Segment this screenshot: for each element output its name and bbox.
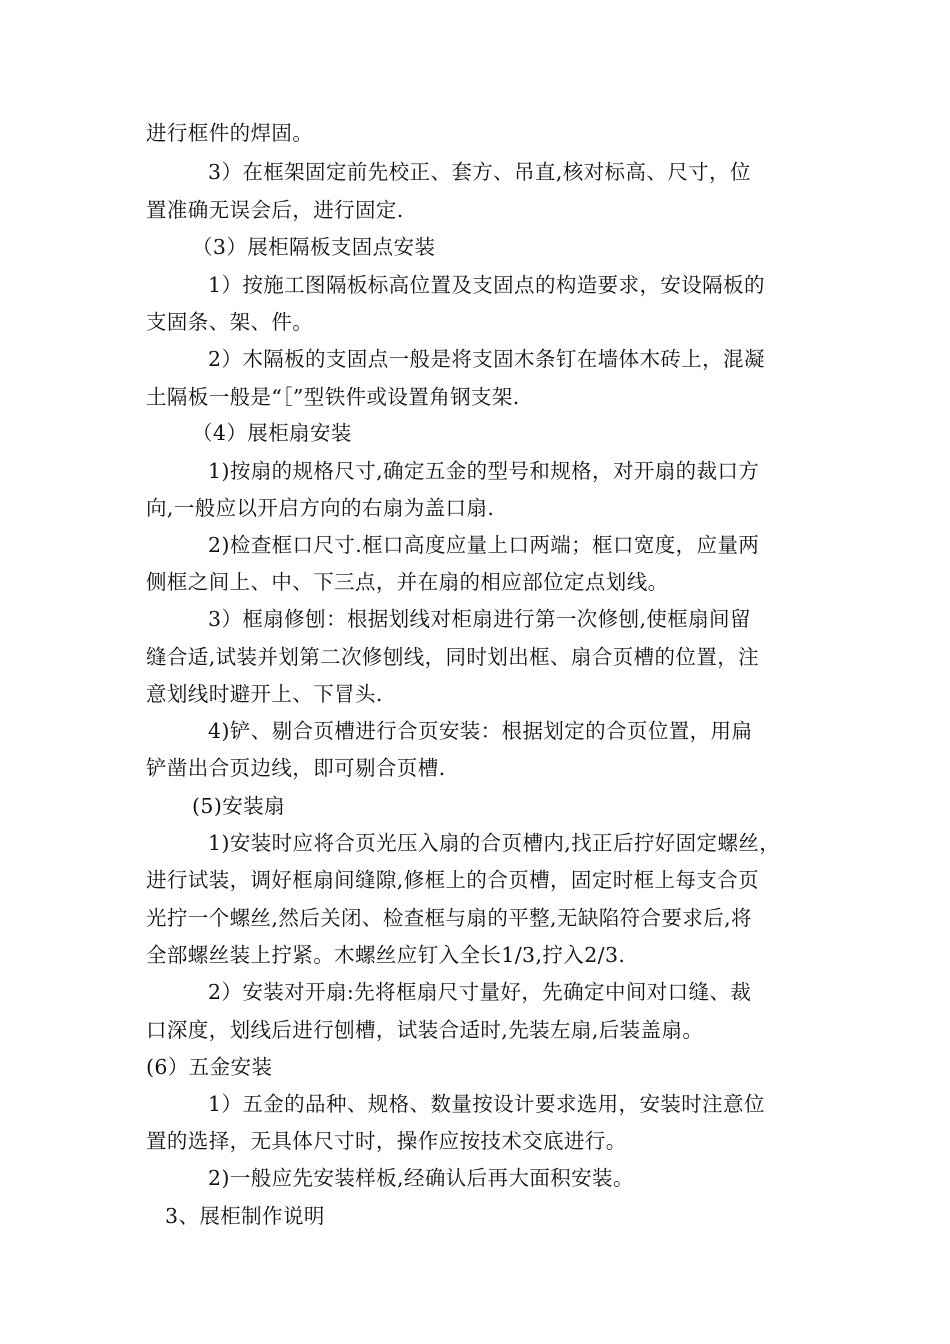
text-line-22: 光拧一个螺丝,然后关闭、检查框与扇的平整,无缺陷符合要求后,将 [146,906,752,930]
text-line-27: 1）五金的品种、规格、数量按设计要求选用，安装时注意位 [208,1092,765,1116]
text-line-29: 2)一般应先安装样板,经确认后再大面积安装。 [208,1166,634,1190]
text-line-6: 支固条、架、件。 [146,310,314,334]
text-line-13: 侧框之间上、中、下三点，并在扇的相应部位定点划线。 [146,570,669,594]
text-line-7: 2）木隔板的支固点一般是将支固木条钉在墙体木砖上，混凝 [208,347,765,371]
section-heading-4: （4）展柜扇安装 [192,421,352,445]
text-line-17: 4)铲、剔合页槽进行合页安装：根据划定的合页位置，用扁 [208,719,753,743]
text-line-14: 3）框扇修刨：根据划线对柜扇进行第一次修刨,使框扇间留 [208,607,751,631]
section-heading-5: (5)安装扇 [192,794,285,818]
text-line-15: 缝合适,试装并划第二次修刨线，同时划出框、扇合页槽的位置，注 [146,645,760,669]
text-line-24: 2）安装对开扇:先将框扇尺寸量好，先确定中间对口缝、裁 [208,980,752,1004]
text-line-28: 置的选择，无具体尺寸时，操作应按技术交底进行。 [146,1129,627,1153]
section-heading-3-main: 3、展柜制作说明 [165,1204,325,1228]
text-line-23: 全部螺丝装上拧紧。木螺丝应钉入全长1/3,拧入2/3. [146,943,626,967]
text-line-20: 1)安装时应将合页光压入扇的合页槽内,找正后拧好固定螺丝， [208,831,781,855]
text-line-18: 铲凿出合页边线，即可剔合页槽. [146,756,446,780]
text-line-11: 向,一般应以开启方向的右扇为盖口扇. [146,496,495,520]
text-line-21: 进行试装，调好框扇间缝隙,修框上的合页槽，固定时框上每支合页 [146,868,760,892]
text-line-8: 土隔板一般是“［”型铁件或设置角钢支架. [146,385,520,409]
text-line-3: 置准确无误会后，进行固定. [146,198,404,222]
text-line-1: 进行框件的焊固。 [146,121,314,145]
text-line-2: 3）在框架固定前先校正、套方、吊直,核对标高、尺寸，位 [208,160,751,184]
section-heading-6: (6）五金安装 [146,1055,273,1079]
text-line-5: 1）按施工图隔板标高位置及支固点的构造要求，安设隔板的 [208,273,765,297]
text-line-12: 2)检查框口尺寸.框口高度应量上口两端；框口宽度，应量两 [208,533,760,557]
section-heading-3: （3）展柜隔板支固点安装 [192,235,436,259]
text-line-10: 1)按扇的规格尺寸,确定五金的型号和规格，对开扇的裁口方 [208,459,760,483]
text-line-16: 意划线时避开上、下冒头. [146,682,383,706]
text-line-25: 口深度，划线后进行刨槽，试装合适时,先装左扇,后装盖扇。 [146,1018,704,1042]
